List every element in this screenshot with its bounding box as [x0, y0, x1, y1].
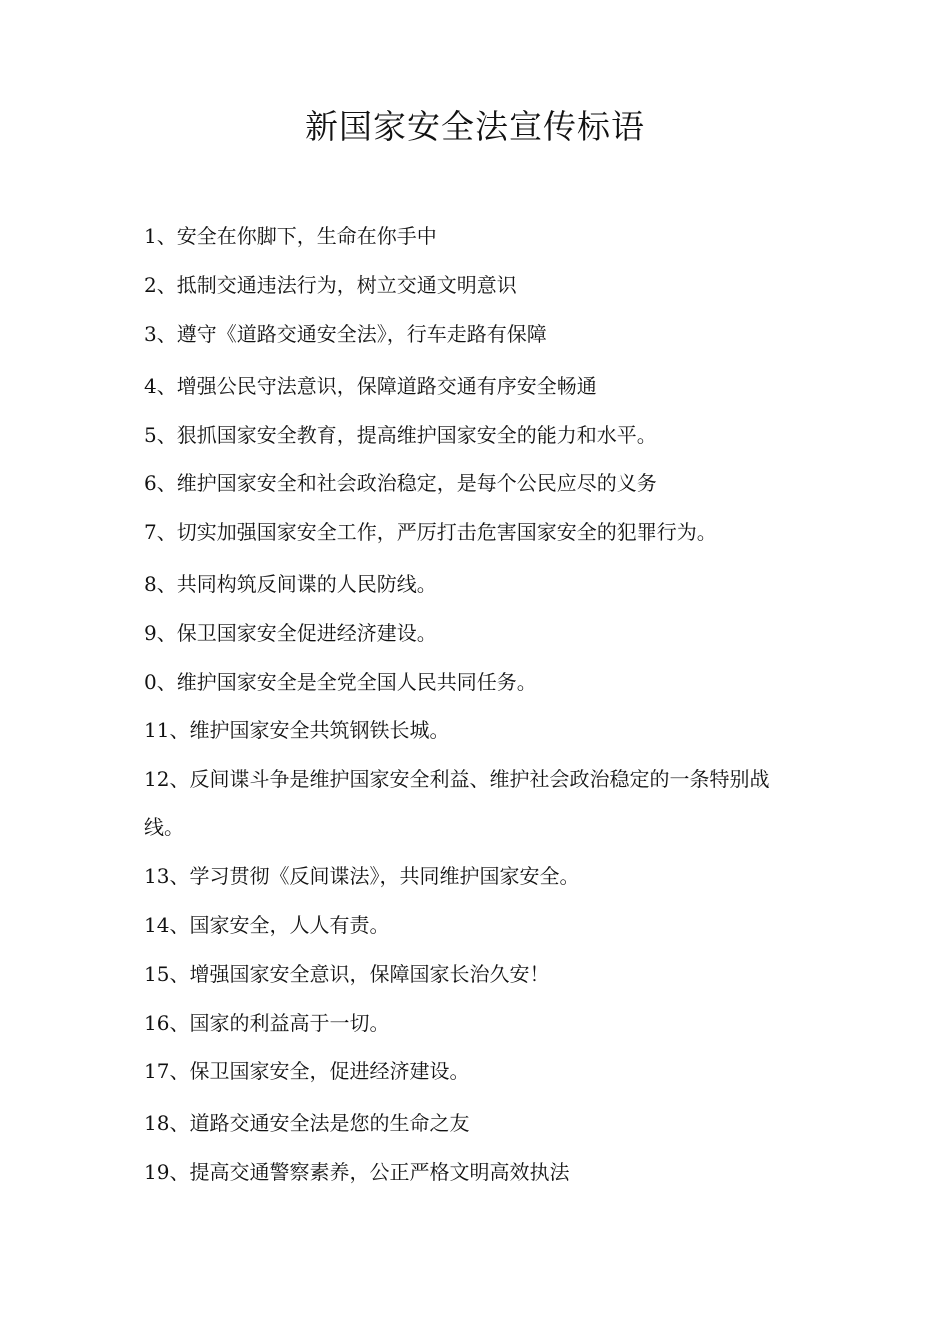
- document-title: 新国家安全法宣传标语: [305, 107, 645, 146]
- slogan-item: 13、学习贯彻《反间谍法》，共同维护国家安全。: [144, 864, 580, 888]
- slogan-item: 0、维护国家安全是全党全国人民共同任务。: [144, 670, 537, 694]
- slogan-item: 2、抵制交通违法行为，树立交通文明意识: [144, 273, 517, 297]
- slogan-item: 16、国家的利益高于一切。: [144, 1011, 390, 1035]
- slogan-item: 9、保卫国家安全促进经济建设。: [144, 621, 437, 645]
- slogan-item: 15、增强国家安全意识，保障国家长治久安！: [144, 962, 550, 986]
- slogan-item: 6、维护国家安全和社会政治稳定，是每个公民应尽的义务: [144, 471, 657, 495]
- slogan-item: 7、切实加强国家安全工作，严厉打击危害国家安全的犯罪行为。: [144, 520, 717, 544]
- slogan-item: 11、维护国家安全共筑钢铁长城。: [144, 718, 450, 742]
- slogan-item: 17、保卫国家安全，促进经济建设。: [144, 1059, 470, 1083]
- slogan-item: 1、安全在你脚下，生命在你手中: [144, 224, 437, 248]
- slogan-item: 19、提高交通警察素养，公正严格文明高效执法: [144, 1160, 570, 1184]
- slogan-item: 12、反间谍斗争是维护国家安全利益、维护社会政治稳定的一条特别战线。: [144, 767, 770, 839]
- slogan-item: 14、国家安全，人人有责。: [144, 913, 390, 937]
- slogan-item: 3、遵守《道路交通安全法》，行车走路有保障: [144, 322, 547, 346]
- slogan-item: 5、狠抓国家安全教育，提高维护国家安全的能力和水平。: [144, 423, 657, 447]
- slogan-item: 18、道路交通安全法是您的生命之友: [144, 1111, 470, 1135]
- slogan-item: 4、增强公民守法意识，保障道路交通有序安全畅通: [144, 374, 597, 398]
- slogan-item: 8、共同构筑反间谍的人民防线。: [144, 572, 437, 596]
